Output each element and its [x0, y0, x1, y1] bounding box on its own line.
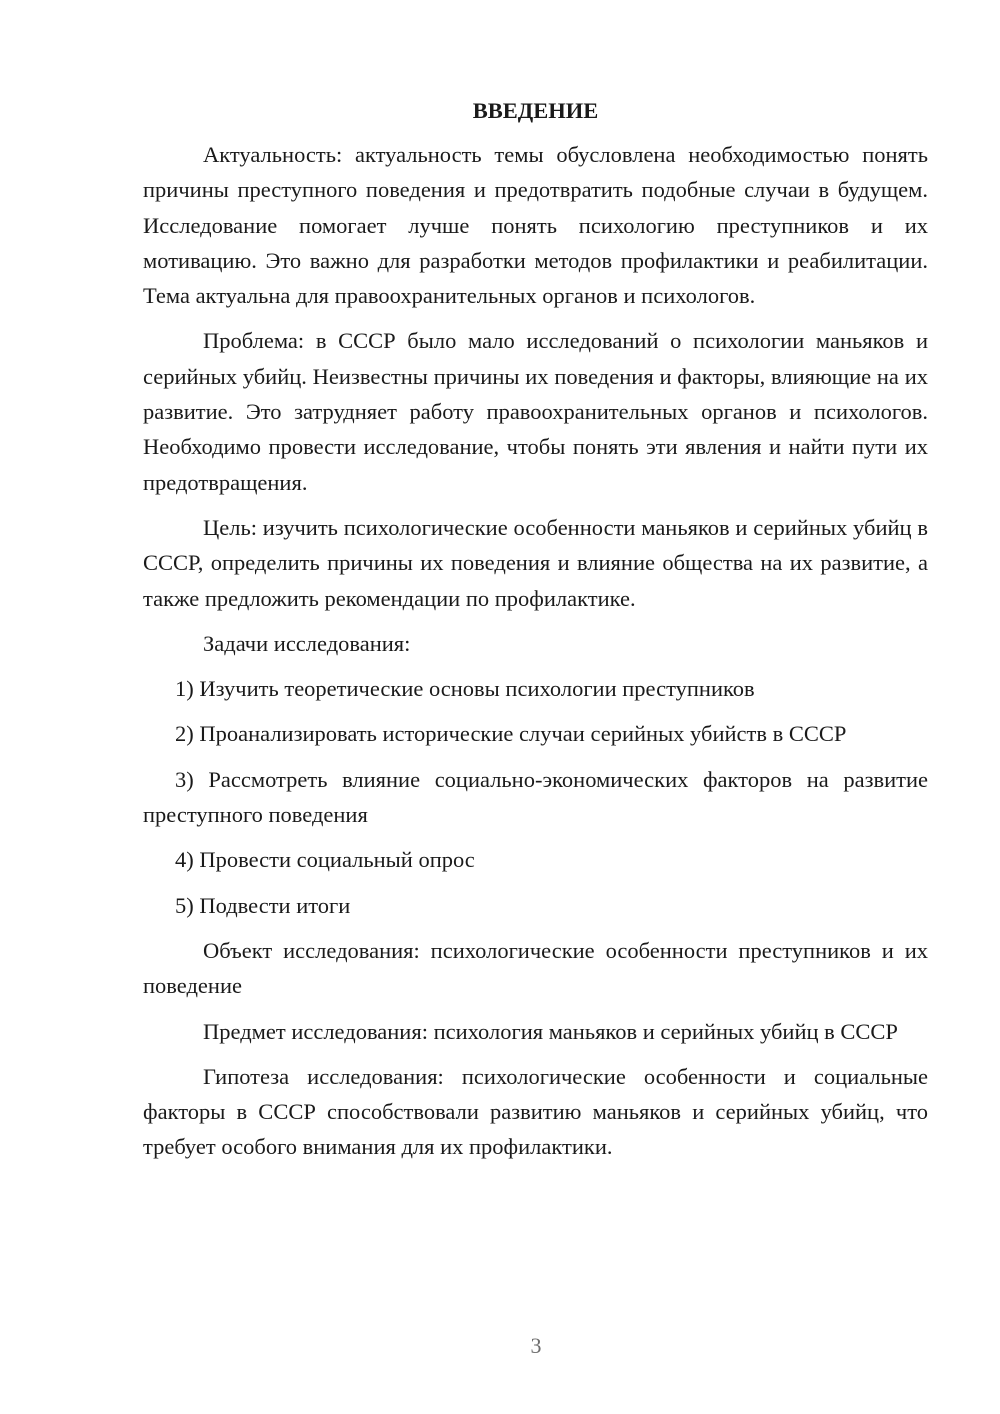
task-item-3: 3) Рассмотреть влияние социально-экономических факторов на развитие преступного поведения [143, 766, 928, 828]
task-item-5: 5) Подвести итоги [175, 892, 351, 918]
object-paragraph: Объект исследования: психологические особенности преступников и их поведение [143, 937, 928, 999]
tasks-heading: Задачи исследования: [203, 630, 411, 656]
hypothesis-paragraph: Гипотеза исследования: психологические особенности и социальные факторы в СССР способствовали развитию маньяков и серийных убийц, что требует особого внимания для их профилактики. [143, 1063, 928, 1160]
problem-paragraph: Проблема: в СССР было мало исследований о психологии маньяков и серийных убийц. Неизвестны причины их поведения и факторы, влияющие на их развитие. Это затрудняет работу правоохранительных органов и психологов. Необходимо провести исследование, чтобы понять эти явления и найти пути их предотвращения. [143, 328, 928, 495]
subject-paragraph: Предмет исследования: психология маньяков и серийных убийц в СССР [203, 1018, 898, 1044]
task-item-1: 1) Изучить теоретические основы психологии преступников [175, 676, 755, 702]
page-content [143, 96, 928, 1175]
relevance-paragraph: Актуальность: актуальность темы обусловлена необходимостью понять причины преступного поведения и предотвратить подобные случаи в будущем. Исследование помогает лучше понять психологию преступников и их мотивацию. Это важно для разработки методов профилактики и реабилитации. Тема актуальна для правоохранительных органов и психологов. [143, 142, 928, 309]
section-title: ВВЕДЕНИЕ [472, 98, 599, 123]
page-number: 3 [530, 1333, 542, 1358]
task-item-4: 4) Провести социальный опрос [175, 847, 475, 873]
task-item-2: 2) Проанализировать исторические случаи серийных убийств в СССР [175, 721, 847, 747]
goal-paragraph: Цель: изучить психологические особенности маньяков и серийных убийц в СССР, определить причины их поведения и влияние общества на их развитие, а также предложить рекомендации по профилактике. [143, 514, 928, 611]
